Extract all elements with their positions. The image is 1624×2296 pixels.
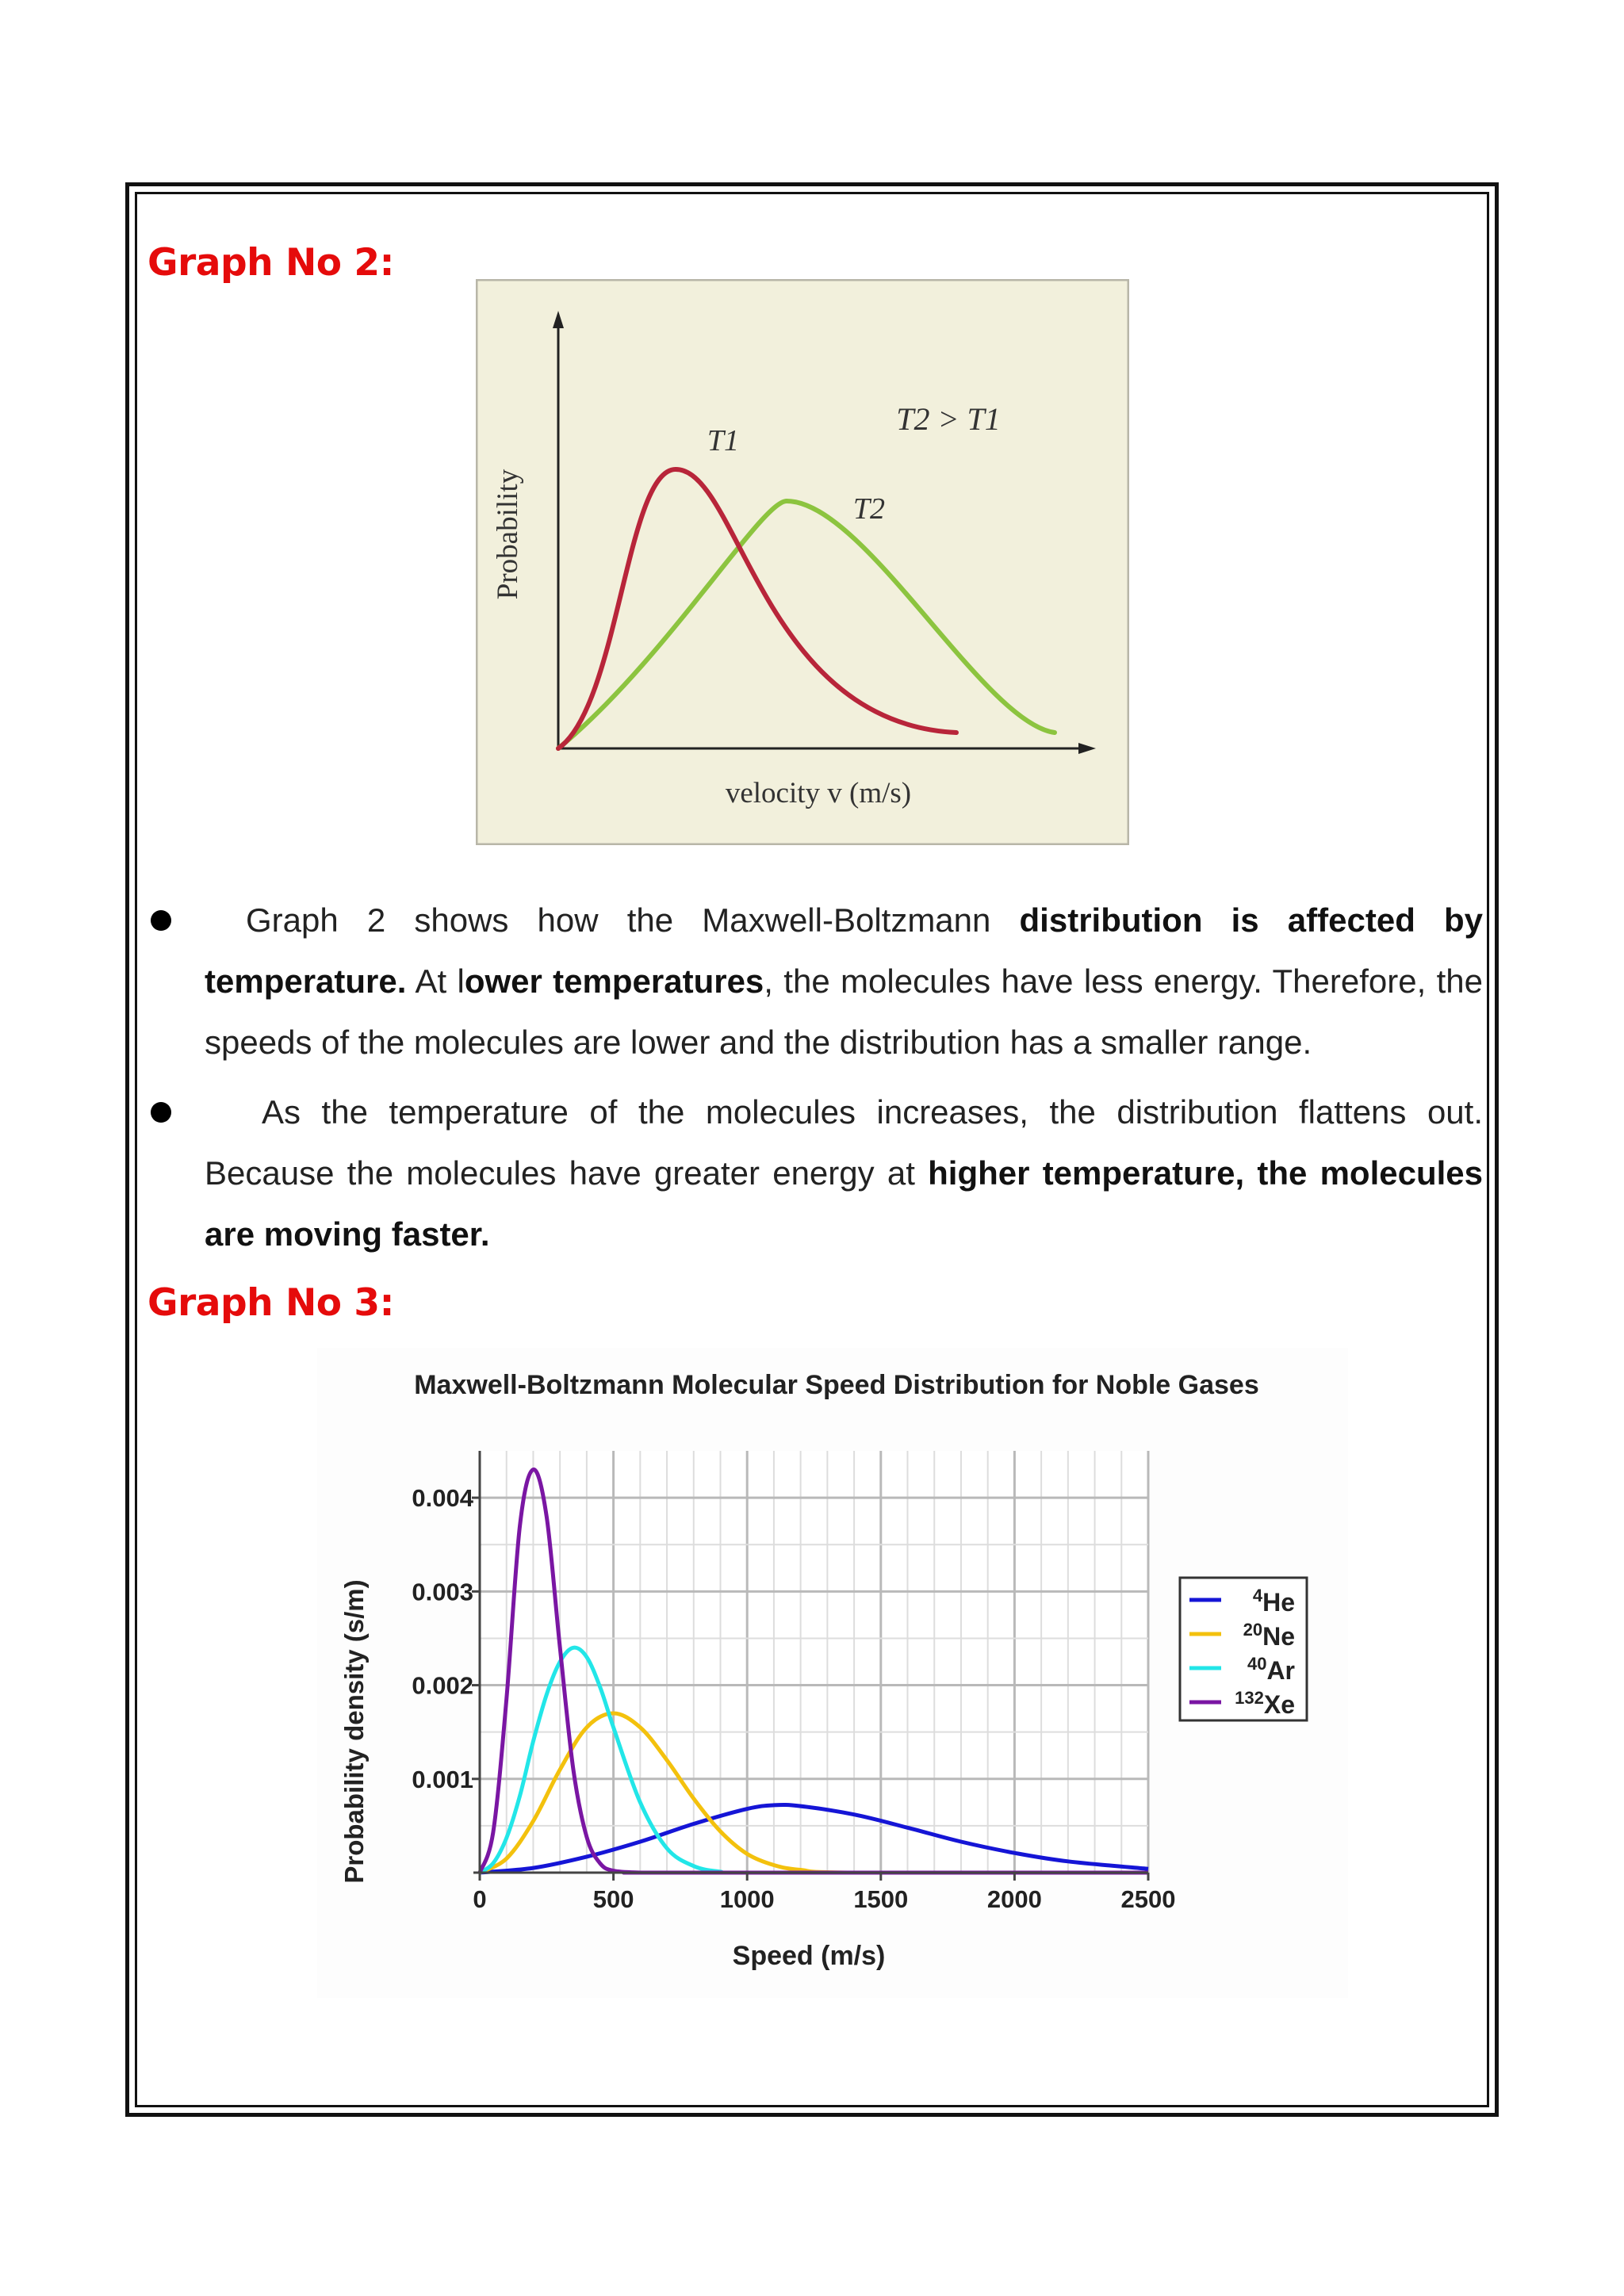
graph2-x-label: velocity v (m/s) <box>725 777 912 809</box>
graph3-title: Maxwell-Boltzmann Molecular Speed Distribution for Noble Gases <box>414 1370 1259 1400</box>
graph3-legend-label: $^{20}$Ne <box>1243 1620 1295 1651</box>
graph2-figure <box>476 279 1129 845</box>
graph3-heading: Graph No 3: <box>147 1281 394 1325</box>
graph3-y-label: Probability density (s/m) <box>339 1579 369 1884</box>
graph3-x-tick-label: 0 <box>473 1885 487 1913</box>
paragraph-2 <box>205 1081 1483 1265</box>
paragraph-2-bold: higher temperature, the molecules are moving faster. <box>205 1154 1483 1253</box>
graph3-x-tick-label: 1500 <box>853 1885 909 1913</box>
bullet-2 <box>151 1102 171 1123</box>
paragraph-1-text-a: Graph 2 shows how the Maxwell-Boltzmann <box>246 901 1020 939</box>
paragraph-1 <box>205 890 1483 1073</box>
paragraph-1-bold-b: ower temperatures <box>464 962 764 1000</box>
graph3-legend-label: $^4$He <box>1252 1586 1295 1617</box>
graph3-y-tick-label: 0.001 <box>412 1765 473 1793</box>
graph3-y-tick-label: 0.002 <box>412 1671 473 1700</box>
graph3-chart <box>317 1348 1348 1998</box>
graph2-t2-label: T2 <box>852 492 886 526</box>
paragraph-2-text: As the temperature of the molecules increases, the distribution flattens out. Because the molecules have greater energy at <box>205 1093 1483 1192</box>
graph2-background <box>477 280 1128 844</box>
paragraph-1-text-b: At l <box>406 962 465 1000</box>
graph2-heading: Graph No 2: <box>147 241 394 285</box>
paragraph-1-text-c: , the molecules have less energy. Therefore, the speeds of the molecules are lower and the distribution has a smaller range. <box>205 962 1483 1061</box>
graph2-t1-label: T1 <box>707 424 740 457</box>
graph2-y-label: Probability <box>492 469 524 600</box>
graph3-x-tick-label: 1000 <box>719 1885 775 1913</box>
graph3-y-tick-label: 0.004 <box>412 1484 473 1513</box>
graph2-relation-label: T2 > T1 <box>896 401 1001 437</box>
paragraph-1-bold-a: distribution is affected by temperature. <box>205 901 1483 1000</box>
bullet-1 <box>151 910 171 931</box>
graph3-legend-label: $^{40}$Ar <box>1247 1654 1295 1685</box>
graph3-legend-label: $^{132}$Xe <box>1235 1688 1295 1719</box>
graph3-legend <box>1180 1578 1307 1720</box>
graph3-x-label: Speed (m/s) <box>732 1941 886 1971</box>
graph3-x-tick-label: 500 <box>592 1885 634 1913</box>
graph3-x-tick-label: 2000 <box>986 1885 1042 1913</box>
graph3-x-tick-label: 2500 <box>1120 1885 1176 1913</box>
graph3-y-tick-label: 0.003 <box>412 1578 473 1606</box>
